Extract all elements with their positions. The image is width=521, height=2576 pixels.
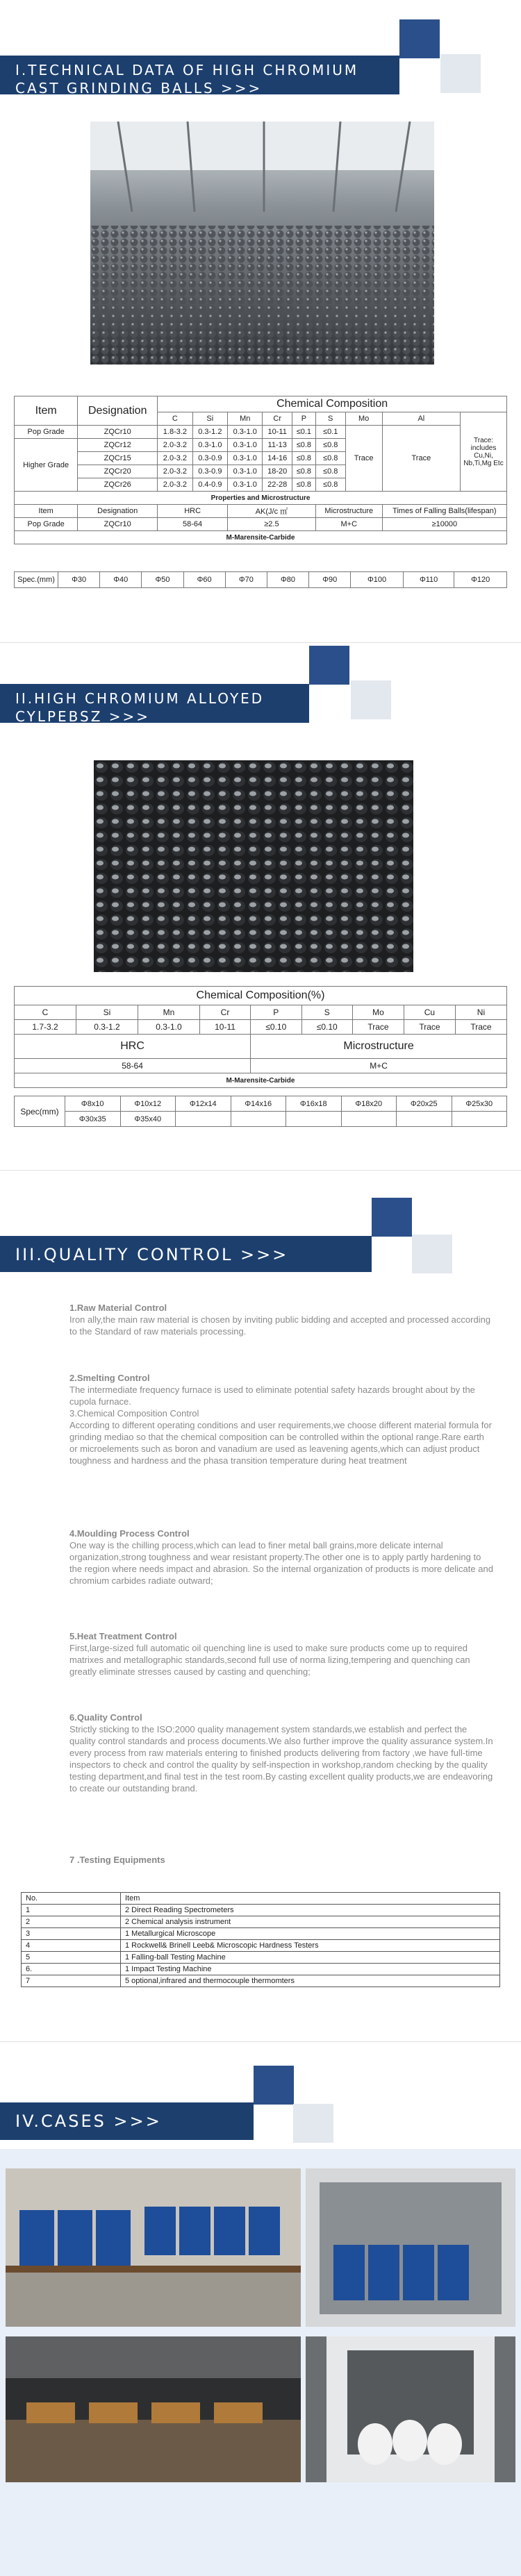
table-cylpebs-composition — [14, 986, 507, 1088]
designation-cell: ZQCr10 — [78, 426, 158, 439]
value-cell: 0.3-1.0 — [228, 426, 263, 439]
th-prop: AK(J/c ㎡ — [228, 505, 316, 518]
designation-cell: ZQCr15 — [78, 452, 158, 465]
row-no: 3 — [22, 1928, 121, 1940]
section-header-technical-data — [0, 56, 399, 97]
photo-cylpebs-pile — [94, 760, 413, 972]
value-cell: 0.3-0.9 — [192, 465, 227, 478]
spec-cell: Φ16x18 — [286, 1096, 342, 1112]
table-spec-balls — [14, 571, 507, 588]
value-cell: ≤0.8 — [292, 452, 315, 465]
value-cell: 0.3-1.0 — [192, 439, 227, 452]
value-cell: ≤0.10 — [301, 1020, 352, 1035]
th-element: P — [292, 412, 315, 426]
mo-trace: Trace — [345, 426, 382, 492]
accent-square-dark — [254, 2066, 294, 2105]
qc-item-moulding — [69, 1528, 493, 1587]
spec-label: Spec.(mm) — [15, 572, 58, 588]
th-element: P — [251, 1005, 301, 1020]
th-element: Cr — [199, 1005, 250, 1020]
qc-paragraph: First,large-sized full automatic oil quenching line is used to make sure products come up to required matrixes and metallographic standards,second full use of norma lizing,tempering and quenching can greatly eliminate stresses caused by casting and quenching; — [69, 1643, 470, 1677]
accent-square-light — [412, 1235, 452, 1273]
prop-cell: ≥2.5 — [228, 518, 316, 531]
photo-case-container-drums — [306, 2168, 515, 2327]
value-cell: Trace — [404, 1020, 455, 1035]
spec-cell: Φ120 — [454, 572, 507, 588]
spec-cell-empty — [341, 1112, 397, 1127]
th-element: Cu — [404, 1005, 455, 1020]
section-header-cylpebs — [0, 684, 309, 723]
value-cell: 0.3-1.2 — [76, 1020, 138, 1035]
value-cell: 22-28 — [263, 478, 292, 492]
th-element: S — [315, 412, 345, 426]
al-trace: Trace — [382, 426, 460, 492]
spec-cell-empty — [176, 1112, 231, 1127]
photo-case-bags-warehouse — [6, 2336, 301, 2482]
hrc-value: 58-64 — [15, 1059, 251, 1073]
spec-cell: Φ12x14 — [176, 1096, 231, 1112]
th-element: Ni — [455, 1005, 506, 1020]
spec-cell: Φ110 — [403, 572, 454, 588]
grade-cell: Pop Grade — [15, 426, 78, 439]
value-cell: ≤0.10 — [251, 1020, 301, 1035]
section-header-quality-control — [0, 1236, 372, 1272]
value-cell: 0.4-0.9 — [192, 478, 227, 492]
value-cell: ≤0.8 — [292, 478, 315, 492]
value-cell: 0.3-1.2 — [192, 426, 227, 439]
value-cell: ≤0.8 — [315, 478, 345, 492]
th-prop: Microstructure — [315, 505, 382, 518]
accent-square-dark — [372, 1198, 412, 1237]
qc-heading: 3.Chemical Composition Control — [69, 1408, 199, 1419]
value-cell: 0.3-1.0 — [228, 452, 263, 465]
th-item: Item — [15, 396, 78, 426]
value-cell: 2.0-3.2 — [158, 465, 192, 478]
spec-cell: Φ60 — [183, 572, 225, 588]
value-cell: 1.7-3.2 — [15, 1020, 76, 1035]
th-element: Mo — [352, 1005, 404, 1020]
photo-grinding-balls-warehouse — [90, 122, 434, 365]
designation-cell: ZQCr20 — [78, 465, 158, 478]
section-title: III.QUALITY CONTROL >>> — [15, 1245, 289, 1264]
qc-heading: 5.Heat Treatment Control — [69, 1631, 177, 1641]
prop-cell: ZQCr10 — [78, 518, 158, 531]
th-microstructure: Microstructure — [251, 1035, 507, 1059]
spec-cell: Φ40 — [100, 572, 142, 588]
row-item: 5 optional,infrared and thermocouple thermomters — [121, 1975, 500, 1987]
section-title: I.TECHNICAL DATA OF HIGH CHROMIUM CAST GRINDING BALLS >>> — [15, 62, 359, 97]
value-cell: 11-13 — [263, 439, 292, 452]
qc-heading: 7 .Testing Equipments — [69, 1855, 165, 1865]
value-cell: 14-16 — [263, 452, 292, 465]
accent-square-dark — [309, 646, 349, 685]
value-cell: ≤0.8 — [292, 439, 315, 452]
th-no: No. — [22, 1893, 121, 1905]
qc-item-raw-material — [69, 1302, 493, 1337]
accent-square-dark — [399, 19, 440, 58]
section-divider — [0, 1170, 521, 1171]
th-prop: Item — [15, 505, 78, 518]
row-no: 1 — [22, 1905, 121, 1916]
row-no: 7 — [22, 1975, 121, 1987]
value-cell: 10-11 — [263, 426, 292, 439]
value-cell: 2.0-3.2 — [158, 452, 192, 465]
spec-cell: Φ70 — [225, 572, 267, 588]
th-hrc: HRC — [15, 1035, 251, 1059]
spec-cell: Φ8x10 — [65, 1096, 121, 1112]
value-cell: 10-11 — [199, 1020, 250, 1035]
th-element: Al — [382, 412, 460, 426]
th-prop: Times of Falling Balls(lifespan) — [382, 505, 506, 518]
qc-paragraph: Iron ally,the main raw material is chosen by inviting public bidding and accepted and processed according to the Standard of raw materials processing. — [69, 1314, 491, 1337]
value-cell: 2.0-3.2 — [158, 439, 192, 452]
qc-item-heat-treatment — [69, 1630, 493, 1678]
spec-cell: Φ20x25 — [397, 1096, 452, 1112]
section-divider — [0, 2041, 521, 2042]
value-cell: ≤0.1 — [315, 426, 345, 439]
spec-cell: Φ35x40 — [120, 1112, 176, 1127]
th-element: Mn — [228, 412, 263, 426]
qc-item-testing — [69, 1854, 493, 1866]
qc-item-quality — [69, 1712, 493, 1794]
th-element: Cr — [263, 412, 292, 426]
th-element: C — [158, 412, 192, 426]
value-cell: ≤0.8 — [315, 452, 345, 465]
th-element: Mo — [345, 412, 382, 426]
value-cell: ≤0.8 — [315, 439, 345, 452]
qc-paragraph: One way is the chilling process,which can lead to finer metal ball grains,more delicate internal organization,strong toughness and wear resistant property.The other one is to apply partly hardening to the region where needs impact and abrasion. So the internal organization of products is more delicate and chromium carbides radiate outward; — [69, 1540, 493, 1586]
value-cell: 0.3-1.0 — [138, 1020, 199, 1035]
grade-cell: Higher Grade — [15, 439, 78, 492]
qc-paragraph: The intermediate frequency furnace is used to eliminate potential safety hazards brought about by the cupola furnace. — [69, 1385, 475, 1407]
accent-square-light — [293, 2104, 333, 2143]
prop-cell: ≥10000 — [382, 518, 506, 531]
value-cell: 2.0-3.2 — [158, 478, 192, 492]
section-title: IV.CASES >>> — [15, 2111, 162, 2131]
row-no: 5 — [22, 1952, 121, 1964]
carbide-note: M-Marensite-Carbide — [15, 531, 507, 544]
carbide-note: M-Marensite-Carbide — [15, 1073, 507, 1088]
value-cell: 0.3-1.0 — [228, 465, 263, 478]
table-spec-cylpebs — [14, 1096, 507, 1127]
qc-paragraph: Strictly sticking to the ISO:2000 quality management system standards,we establish and perfect the quality control standards and process documents.We also further improve the quality assurance system.In every process from raw materials entering to finished products delivering from factory ,we have full-time inspectors to check and control the quality by self-inspection in workshop,random checking by the quality testing department,and final test in the test room.By casting excellent quality products,we are endeavoring to create our outstanding brand. — [69, 1724, 493, 1793]
spec-cell: Φ25x30 — [452, 1096, 507, 1112]
value-cell: 18-20 — [263, 465, 292, 478]
properties-header: Properties and Microstructure — [15, 492, 507, 505]
section-title: II.HIGH CHROMIUM ALLOYED CYLPEBSZ >>> — [15, 690, 265, 725]
spec-cell: Φ18x20 — [341, 1096, 397, 1112]
value-cell: 0.3-0.9 — [192, 452, 227, 465]
value-cell: Trace — [455, 1020, 506, 1035]
th-element: C — [15, 1005, 76, 1020]
table-chemical-composition-balls — [14, 396, 507, 544]
qc-heading: 1.Raw Material Control — [69, 1303, 167, 1313]
prop-cell: 58-64 — [158, 518, 228, 531]
th-element: Si — [192, 412, 227, 426]
row-no: 6. — [22, 1964, 121, 1975]
prop-cell: Pop Grade — [15, 518, 78, 531]
th-chemical-composition: Chemical Composition(%) — [15, 987, 507, 1005]
spec-cell: Φ30 — [58, 572, 100, 588]
row-item: 1 Falling-ball Testing Machine — [121, 1952, 500, 1964]
th-element: Si — [76, 1005, 138, 1020]
th-element: Mn — [138, 1005, 199, 1020]
row-item: 1 Rockwell& Brinell Leeb& Microscopic Hardness Testers — [121, 1940, 500, 1952]
value-cell: ≤0.1 — [292, 426, 315, 439]
row-item: 1 Impact Testing Machine — [121, 1964, 500, 1975]
cases-gallery — [0, 2149, 521, 2576]
row-no: 4 — [22, 1940, 121, 1952]
spec-cell-empty — [231, 1112, 286, 1127]
spec-label: Spec(mm) — [15, 1096, 65, 1127]
th-prop: HRC — [158, 505, 228, 518]
spec-cell: Φ90 — [309, 572, 351, 588]
photo-case-container-bags — [306, 2336, 515, 2482]
prop-cell: M+C — [315, 518, 382, 531]
row-item: 1 Metallurgical Microscope — [121, 1928, 500, 1940]
section-divider — [0, 642, 521, 643]
qc-heading: 6.Quality Control — [69, 1712, 142, 1723]
value-cell: ≤0.8 — [315, 465, 345, 478]
spec-cell: Φ10x12 — [120, 1096, 176, 1112]
spec-cell: Φ14x16 — [231, 1096, 286, 1112]
trace-note: Trace: includes Cu,Ni, Nb,Ti,Mg Etc — [461, 412, 507, 492]
spec-cell: Φ50 — [142, 572, 183, 588]
value-cell: 1.8-3.2 — [158, 426, 192, 439]
qc-heading: 4.Moulding Process Control — [69, 1528, 190, 1539]
th-element: S — [301, 1005, 352, 1020]
micro-value: M+C — [251, 1059, 507, 1073]
spec-cell: Φ100 — [351, 572, 404, 588]
spec-cell: Φ30x35 — [65, 1112, 121, 1127]
th-item: Item — [121, 1893, 500, 1905]
row-item: 2 Direct Reading Spectrometers — [121, 1905, 500, 1916]
spec-cell-empty — [286, 1112, 342, 1127]
photo-case-drums-warehouse — [6, 2168, 301, 2327]
accent-square-light — [351, 680, 391, 719]
value-cell: Trace — [352, 1020, 404, 1035]
designation-cell: ZQCr26 — [78, 478, 158, 492]
qc-heading: 2.Smelting Control — [69, 1373, 150, 1383]
qc-item-smelting — [69, 1372, 493, 1466]
qc-paragraph: According to different operating conditions and user requirements,we choose different material formula for grinding mediao so that the chemical composition can be controlled within the optional range.Rare earth or microelements such as boron and vanadium are used as leavening agents,which can adjust product toughness and hardness and the phasa transition temperature during heat treatment — [69, 1420, 492, 1466]
th-prop: Designation — [78, 505, 158, 518]
spec-cell-empty — [452, 1112, 507, 1127]
value-cell: 0.3-1.0 — [228, 478, 263, 492]
spec-cell-empty — [397, 1112, 452, 1127]
table-testing-equipment — [21, 1892, 500, 1987]
spec-cell: Φ80 — [267, 572, 308, 588]
accent-square-light — [440, 54, 481, 93]
section-header-cases — [0, 2102, 254, 2140]
designation-cell: ZQCr12 — [78, 439, 158, 452]
value-cell: ≤0.8 — [292, 465, 315, 478]
row-item: 2 Chemical analysis instrument — [121, 1916, 500, 1928]
row-no: 2 — [22, 1916, 121, 1928]
value-cell: 0.3-1.0 — [228, 439, 263, 452]
th-designation: Designation — [78, 396, 158, 426]
th-chemical-composition: Chemical Composition — [158, 396, 507, 412]
